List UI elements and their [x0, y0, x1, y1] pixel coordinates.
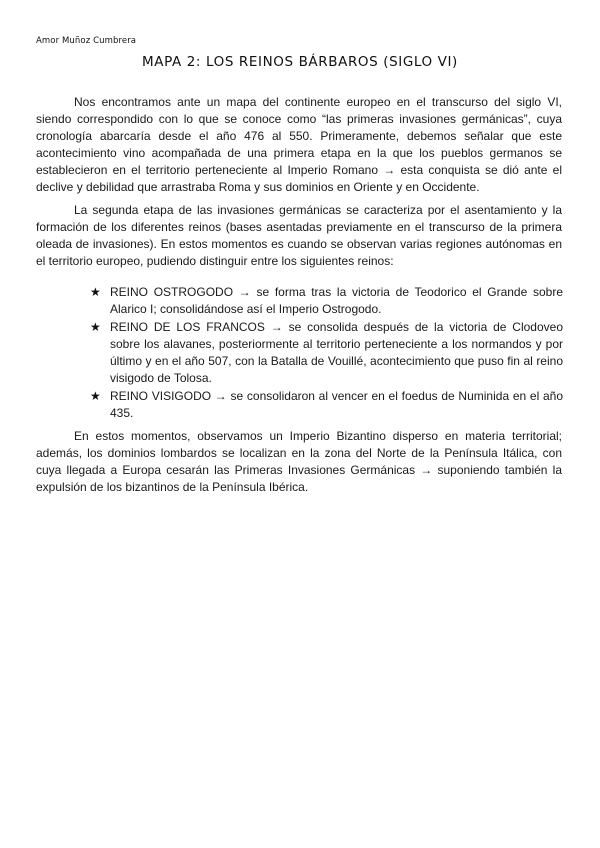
star-bullet-icon: ★	[90, 285, 101, 299]
kingdom-francos-text: REINO DE LOS FRANCOS → se consolida después de la victoria de Clodoveo sobre los alavanes, posteriormente al territorio perteneciente a los normandos y por último y en el año 507, con la Batalla de Vouillé, acontecimiento que puso fin al reino visigodo de Tolosa.	[110, 320, 563, 385]
star-bullet-icon: ★	[90, 389, 101, 403]
kingdom-ostrogodo-text: REINO OSTROGODO → se forma tras la victoria de Teodorico el Grande sobre Alarico I; consolidándose así el Imperio Ostrogodo.	[110, 285, 563, 316]
list-item	[90, 284, 563, 318]
document-title: MAPA 2: LOS REINOS BÁRBAROS (SIGLO VI)	[142, 54, 458, 70]
paragraph-conclusion	[36, 428, 562, 496]
paragraph-text: La segunda etapa de las invasiones germánicas se caracteriza por el asentamiento y la formación de los diferentes reinos (bases asentadas previamente en el transcurso de la primera oleada de invasiones). En estos momentos es cuando se observan varias regiones autónomas en el territorio europeo, pudiendo distinguir entre los siguientes reinos:	[36, 203, 562, 268]
kingdoms-list	[90, 284, 563, 423]
paragraph-intro	[36, 94, 562, 196]
list-item	[90, 388, 563, 422]
paragraph-text: Nos encontramos ante un mapa del continente europeo en el transcurso del siglo VI, siendo correspondido con lo que se conoce como “las primeras invasiones germánicas”, cuya cronología abarcaría desde el año 476 al 550. Primeramente, debemos señalar que este acontecimiento vino acompañada de una primera etapa en la que los pueblos germanos se establecieron en el territorio perteneciente al Imperio Romano → esta conquista se dió ante el declive y debilidad que arrastraba Roma y sus dominios en Oriente y en Occidente.	[36, 95, 562, 194]
list-item	[90, 319, 563, 387]
paragraph-second-stage	[36, 202, 562, 270]
star-bullet-icon: ★	[90, 320, 101, 334]
paragraph-text: En estos momentos, observamos un Imperio Bizantino disperso en materia territorial; además, los dominios lombardos se localizan en la zona del Norte de la Península Itálica, con cuya llegada a Europa cesarán las Primeras Invasiones Germánicas → suponiendo también la expulsión de los bizantinos de la Península Ibérica.	[36, 429, 562, 494]
author-name: Amor Muñoz Cumbrera	[36, 36, 137, 46]
kingdom-visigodo-text: REINO VISIGODO → se consolidaron al vencer en el foedus de Numinida en el año 435.	[110, 389, 563, 420]
